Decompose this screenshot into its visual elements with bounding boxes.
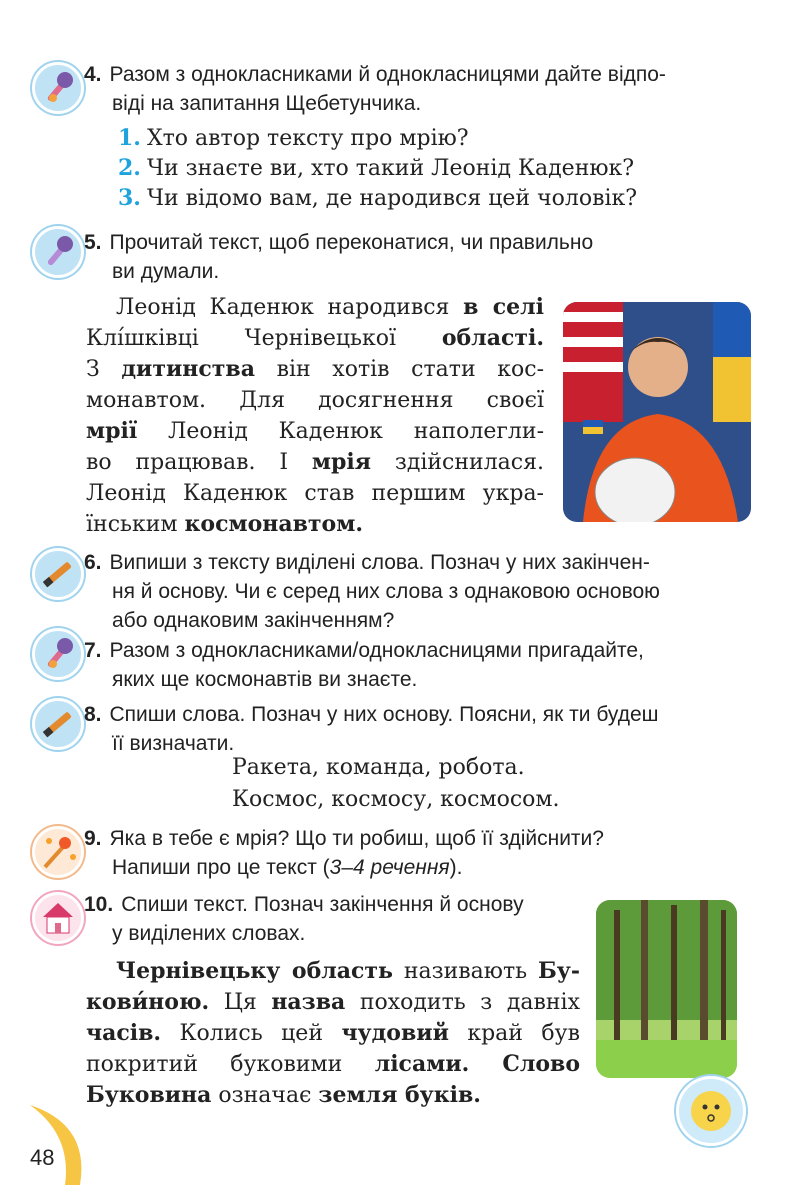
task-8: 8. Спиши слова. Познач у них основу. Поясни, як ти будеш її визначати. (84, 703, 659, 755)
list-item: 3. Чи відомо вам, де народився цей чоловік? (118, 185, 638, 211)
list-item: 1. Хто автор тексту про мрію? (118, 125, 469, 151)
page-number: 48 (30, 1145, 55, 1170)
question-list (118, 121, 637, 215)
task-number: 4. (84, 63, 102, 86)
pen-icon (32, 698, 84, 750)
microphone-icon (32, 226, 84, 278)
page-corner-decoration (0, 1105, 120, 1185)
pen-icon (32, 548, 84, 600)
list-item: Ракета, команда, робота. (232, 755, 525, 780)
list-item: Космос, космосу, космосом. (232, 787, 560, 812)
magic-wand-icon (32, 826, 84, 878)
task-10: 10. Спиши текст. Познач закінчення й основу у виділених словах. (84, 893, 524, 945)
task-7: 7. Разом з однокласниками/однокласницями пригадайте, яких ще космонавтів ви знаєте. (84, 639, 644, 691)
task-4: 4. Разом з однокласниками й однокласницями дайте відпо- віді на запитання Щебетунчика. (84, 63, 666, 115)
smiley-icon (676, 1076, 746, 1146)
microphone-icon (32, 62, 84, 114)
astronaut-photo (563, 302, 751, 522)
microphone-icon (32, 628, 84, 680)
passage-bukovyna: Чернівецьку область називають Бу- кови́ною. Ця назва походить з давніх часів. Колись цей чудовий край був покритий буковими лісами. Слово Буковина означає земля буків. (86, 958, 580, 1108)
forest-photo (596, 900, 737, 1078)
example-words (232, 752, 560, 816)
list-item: 2. Чи знаєте ви, хто такий Леонід Каденюк? (118, 155, 635, 181)
house-icon (32, 892, 84, 944)
task-6: 6. Випиши з тексту виділені слова. Познач у них закінчен- ня й основу. Чи є серед них слова з однаковою основою або однаковим закінченням? (84, 551, 660, 632)
passage-kadeniuk: Леонід Каденюк народився в селі Клі́шківці Чернівецької області. З дитинства він хотів стати кос- монавтом. Для досягнення своєї мрії Леонід Каденюк наполегли- во працював. І мрія здійснилася. Леонід Каденюк став першим укра- їнським космонавтом. (86, 294, 544, 537)
task-9: 9. Яка в тебе є мрія? Що ти робиш, щоб її здійснити? Напиши про це текст (3–4 речення). (84, 827, 604, 879)
task-5: 5. Прочитай текст, щоб переконатися, чи правильно ви думали. (84, 231, 594, 283)
